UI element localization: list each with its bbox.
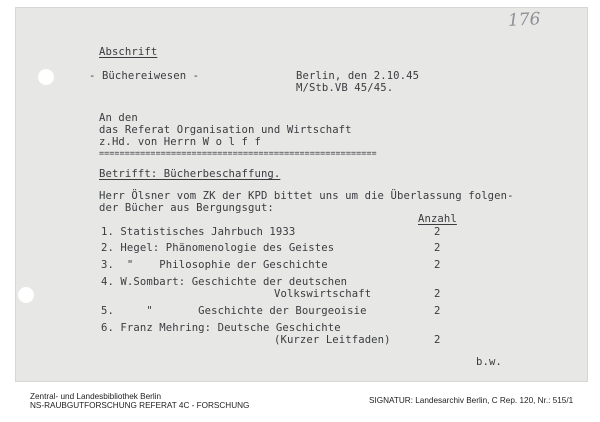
department-label: - Büchereiwesen - [89, 70, 200, 82]
footer-department: NS-RAUBGUTFORSCHUNG REFERAT 4C - FORSCHUNG [30, 401, 250, 410]
book-item-4-title-cont: Volkswirtschaft [274, 288, 372, 300]
book-item-6-title-cont: (Kurzer Leitfaden) [274, 334, 391, 346]
body-line-2: der Bücher aus Bergungsgut: [99, 202, 274, 214]
recipient-line-1: An den [99, 112, 138, 124]
book-item-3-title: 3. " Philosophie der Geschichte [101, 259, 328, 271]
subject-line: Betrifft: Bücherbeschaffung. [99, 168, 281, 180]
book-item-4-title: 4. W.Sombart: Geschichte der deutschen [101, 276, 348, 288]
book-item-3-count: 2 [434, 259, 441, 271]
closing-mark: b.w. [476, 356, 502, 368]
date-line: Berlin, den 2.10.45 [296, 70, 420, 82]
book-item-6-title: 6. Franz Mehring: Deutsche Geschichte [101, 322, 341, 334]
footer-signature: SIGNATUR: Landesarchiv Berlin, C Rep. 120, Nr.: 515/1 [369, 396, 574, 405]
count-column-header: Anzahl [418, 213, 457, 225]
book-item-1-title: 1. Statistisches Jahrbuch 1933 [101, 226, 296, 238]
book-item-2-title: 2. Hegel: Phänomenologie des Geistes [101, 242, 335, 254]
book-item-4-count: 2 [434, 288, 441, 300]
archive-page-number: 176 [507, 9, 541, 31]
document-heading: Abschrift [99, 46, 158, 58]
recipient-line-2: das Referat Organisation und Wirtschaft [99, 124, 352, 136]
book-item-1-count: 2 [434, 226, 441, 238]
recipient-line-3: z.Hd. von Herrn W o l f f [99, 136, 261, 148]
book-item-6-count: 2 [434, 334, 441, 346]
double-rule: ====================================================== [99, 148, 377, 158]
reference-line: M/Stb.VB 45/45. [296, 82, 394, 94]
footer-library-name: Zentral- und Landesbibliothek Berlin [30, 392, 162, 401]
punch-hole-top [38, 69, 54, 85]
punch-hole-bottom [18, 287, 34, 303]
body-line-1: Herr Ölsner vom ZK der KPD bittet uns um die Überlassung folgen- [99, 190, 514, 202]
book-item-2-count: 2 [434, 242, 441, 254]
book-item-5-title: 5. " Geschichte der Bourgeoisie [101, 305, 367, 317]
book-item-5-count: 2 [434, 305, 441, 317]
